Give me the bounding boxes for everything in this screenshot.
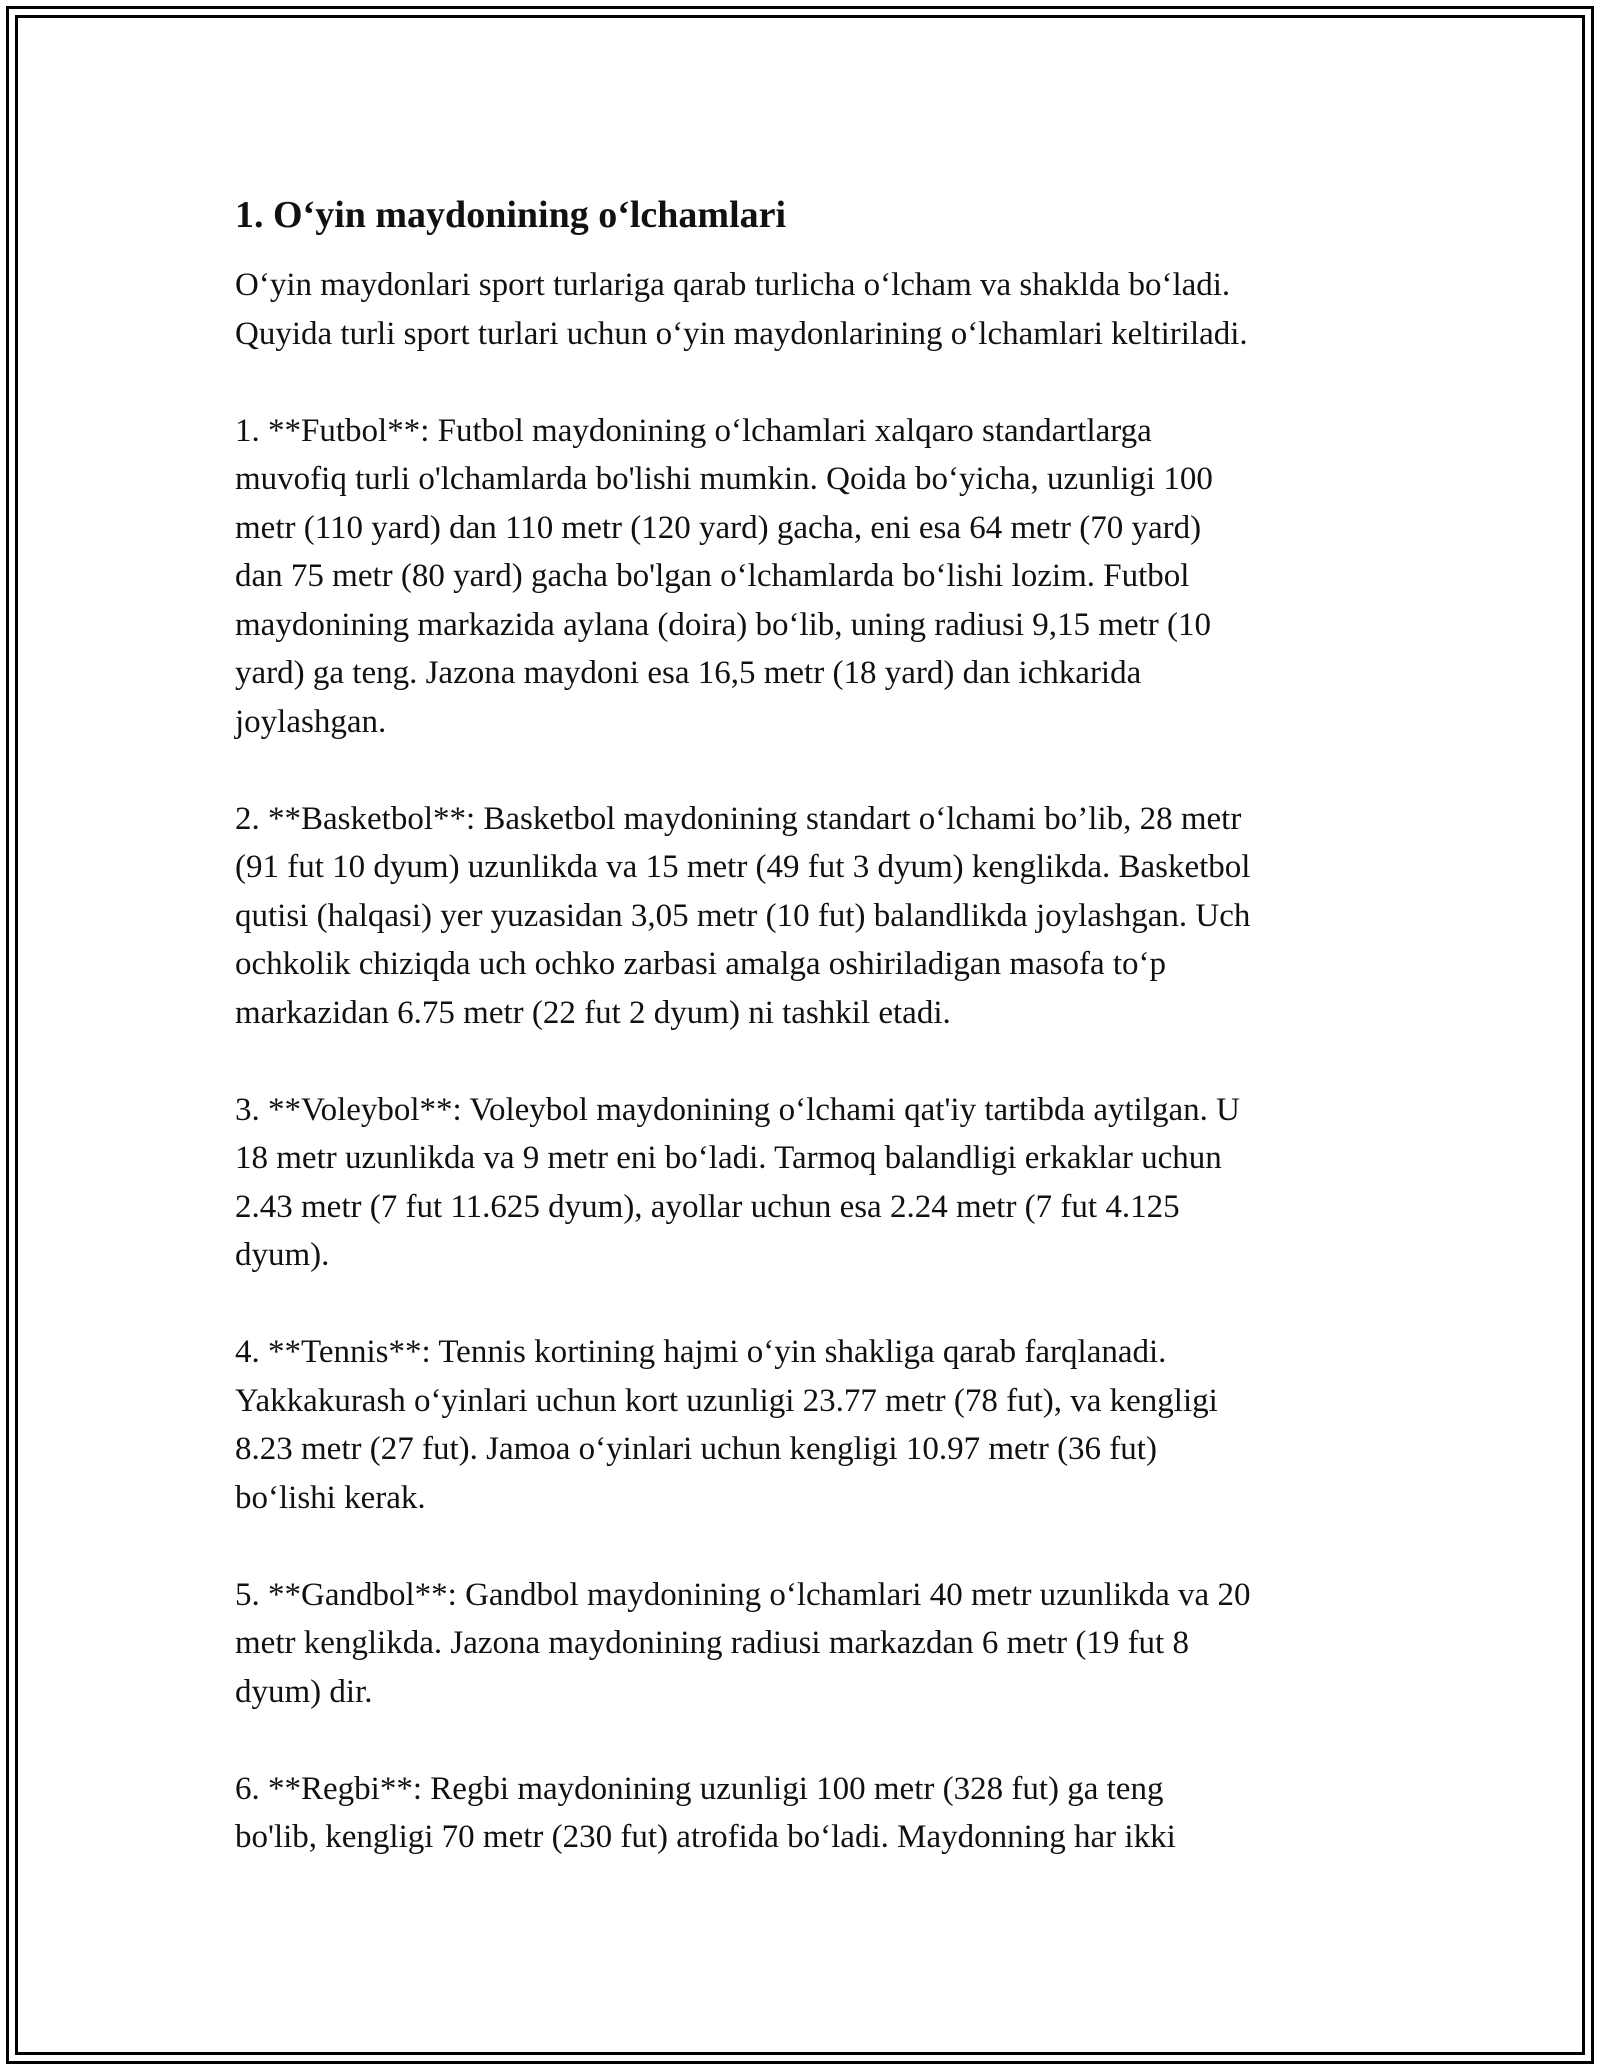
text-line: 5. **Gandbol**: Gandbol maydonining o‘lchamlari 40 metr uzunlikda va 20 [235, 1576, 1251, 1613]
text-line: 2.43 metr (7 fut 11.625 dyum), ayollar uchun esa 2.24 metr (7 fut 4.125 [235, 1188, 1180, 1225]
text-line: dan 75 metr (80 yard) gacha bo'lgan o‘lchamlarda bo‘lishi lozim. Futbol [235, 558, 1190, 594]
text-line: dyum) dir. [235, 1673, 373, 1710]
text-line: (91 fut 10 dyum) uzunlikda va 15 metr (49 fut 3 dyum) kenglikda. Basketbol [235, 849, 1251, 885]
text-line: metr kenglikda. Jazona maydonining radiusi markazdan 6 metr (19 fut 8 [235, 1625, 1189, 1661]
text-line: Yakkakurash o‘yinlari uchun kort uzunligi 23.77 metr (78 fut), va kengligi [235, 1382, 1218, 1419]
text-line: yard) ga teng. Jazona maydoni esa 16,5 metr (18 yard) dan ichkarida [235, 655, 1142, 691]
text-line: joylashgan. [235, 703, 387, 740]
document-body [235, 185, 1380, 1910]
intro-paragraph [235, 261, 1380, 358]
football-paragraph [235, 407, 1380, 747]
text-line: maydonining markazida aylana (doira) bo‘lib, uning radiusi 9,15 metr (10 [235, 606, 1211, 643]
tennis-paragraph [235, 1328, 1380, 1522]
section-heading: 1. O‘yin maydonining o‘lchamlari [235, 194, 787, 236]
text-line: 3. **Voleybol**: Voleybol maydonining o‘lchami qat'iy tartibda aytilgan. U [235, 1091, 1240, 1128]
text-line: bo‘lishi kerak. [235, 1479, 426, 1516]
text-line: dyum). [235, 1237, 330, 1273]
text-line: qutisi (halqasi) yer yuzasidan 3,05 metr (10 fut) balandlikda joylashgan. Uch [235, 897, 1251, 934]
text-line: markazidan 6.75 metr (22 fut 2 dyum) ni tashkil etadi. [235, 994, 951, 1031]
text-line: metr (110 yard) dan 110 metr (120 yard) gacha, eni esa 64 metr (70 yard) [235, 509, 1202, 546]
basketball-paragraph [235, 795, 1380, 1038]
text-line: ochkolik chiziqda uch ochko zarbasi amalga oshiriladigan masofa to‘p [235, 946, 1167, 982]
text-line: 2. **Basketbol**: Basketbol maydonining standart o‘lchami bo’lib, 28 metr [235, 800, 1242, 837]
text-line: O‘yin maydonlari sport turlariga qarab turlicha o‘lcham va shaklda bo‘ladi. [235, 267, 1231, 303]
volleyball-paragraph [235, 1086, 1380, 1280]
text-line: 1. **Futbol**: Futbol maydonining o‘lchamlari xalqaro standartlarga [235, 412, 1152, 449]
text-line: 18 metr uzunlikda va 9 metr eni bo‘ladi. Tarmoq balandligi erkaklar uchun [235, 1140, 1222, 1176]
text-line: muvofiq turli o'lchamlarda bo'lishi mumkin. Qoida bo‘yicha, uzunligi 100 [235, 461, 1213, 497]
text-line: 6. **Regbi**: Regbi maydonining uzunligi 100 metr (328 fut) ga teng [235, 1770, 1164, 1807]
text-line: bo'lib, kengligi 70 metr (230 fut) atrofida bo‘ladi. Maydonning har ikki [235, 1819, 1176, 1855]
text-line: 4. **Tennis**: Tennis kortining hajmi o‘yin shakliga qarab farqlanadi. [235, 1334, 1167, 1370]
text-line: 8.23 metr (27 fut). Jamoa o‘yinlari uchun kengligi 10.97 metr (36 fut) [235, 1431, 1157, 1467]
text-line: Quyida turli sport turlari uchun o‘yin maydonlarining o‘lchamlari keltiriladi. [235, 315, 1248, 352]
rugby-paragraph [235, 1765, 1380, 1862]
handball-paragraph [235, 1571, 1380, 1717]
